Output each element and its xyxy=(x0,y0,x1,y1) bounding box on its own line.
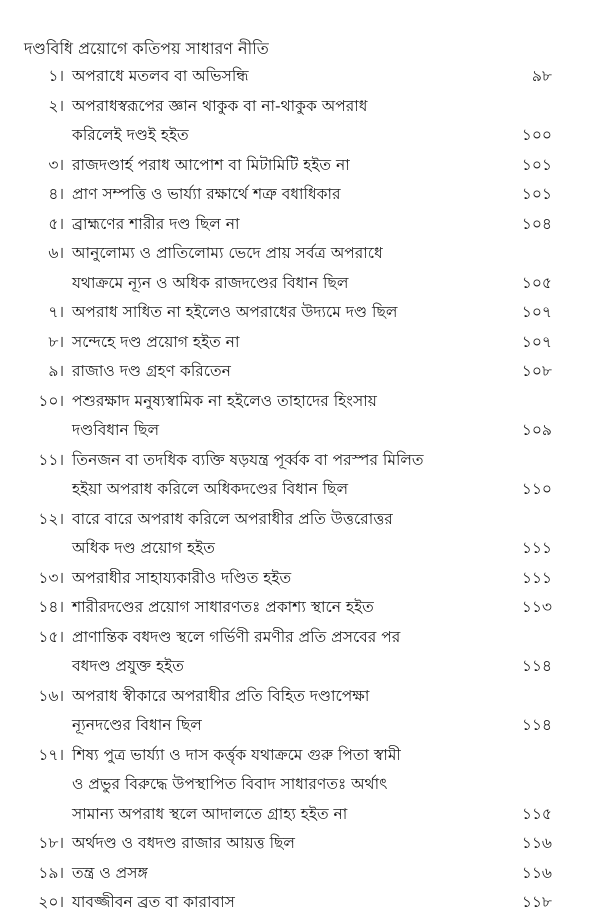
entry-title: আনুলোম্য ও প্রাতিলোম্য ভেদে প্রায় সর্বত্র অপরাধে xyxy=(72,244,383,262)
toc-entry-line xyxy=(0,741,600,769)
toc-entry-line xyxy=(0,62,600,90)
entry-number: ১৫। xyxy=(38,627,64,646)
entry-title: অধিক দণ্ড প্রয়োগ হইত xyxy=(72,539,215,557)
toc-entry-line xyxy=(0,770,600,798)
entry-page-number: ১১০ xyxy=(521,480,552,498)
entry-number: ৭। xyxy=(48,303,64,321)
entry-page-number: ১১৫ xyxy=(521,804,552,823)
entry-number: ৩। xyxy=(48,155,64,174)
entry-title: হইয়া অপরাধ করিলে অধিকদণ্ডের বিধান ছিল xyxy=(72,480,349,498)
entry-number: ১৪। xyxy=(38,598,64,616)
entry-title: প্রাণ সম্পত্তি ও ভার্য্যা রক্ষার্থে শত্রু বধাধিকার xyxy=(72,185,341,203)
entry-page-number: ১০১ xyxy=(521,155,552,174)
entry-title: দণ্ডবিধান ছিল xyxy=(72,421,160,439)
entry-page-number: ১১১ xyxy=(521,539,552,557)
entry-page-number: ১০১ xyxy=(521,185,552,203)
entry-number: ১৮। xyxy=(38,834,64,852)
entry-title: তিনজন বা তদধিক ব্যক্তি ষড়যন্ত্র পূর্ব্বক বা পরস্পর মিলিত xyxy=(72,450,424,469)
toc-entry-line xyxy=(0,328,600,356)
entry-title: অপরাধ সাধিত না হইলেও অপরাধের উদ্যমে দণ্ড ছিল xyxy=(72,303,398,321)
entry-title: রাজদণ্ডার্হ পরাধ আপোশ বা মিটামিটি হইত না xyxy=(72,155,350,174)
toc-entry-line xyxy=(0,800,600,828)
entry-number: ৬। xyxy=(48,244,64,262)
entry-number: ১৭। xyxy=(38,745,64,764)
entry-page-number: ১১৬ xyxy=(521,834,552,852)
entry-title: করিলেই দণ্ডই হইত xyxy=(72,126,189,144)
entry-title: পশুরক্ষাদ মনুষ্যস্বামিক না হইলেও তাহাদের হিংসায় xyxy=(72,391,377,410)
entry-title: সামান্য অপরাধ স্থলে আদালতে গ্রাহ্য হইত না xyxy=(72,804,348,823)
entry-number: ৮। xyxy=(48,332,64,351)
entry-number: ১০। xyxy=(38,391,64,410)
toc-entry-line xyxy=(0,534,600,562)
toc-entry-line xyxy=(0,416,600,444)
entry-number: ১১। xyxy=(38,450,64,469)
entry-title: সন্দেহে দণ্ড প্রয়োগ হইত না xyxy=(72,332,240,351)
toc-entry-line xyxy=(0,711,600,739)
entry-title: ন্যূনদণ্ডের বিধান ছিল xyxy=(72,716,202,734)
entry-title: অপরাধে মতলব বা অভিসন্ধি xyxy=(72,67,249,85)
toc-entry-line xyxy=(0,564,600,592)
entry-page-number: ১০৭ xyxy=(521,303,552,321)
toc-entry-line xyxy=(0,239,600,267)
toc-entry-line xyxy=(0,652,600,680)
entry-title: বধদণ্ড প্রযুক্ত হইত xyxy=(72,657,184,675)
entry-page-number: ১০৯ xyxy=(521,421,552,439)
toc-heading: দণ্ডবিধি প্রয়োগে কতিপয় সাধারণ নীতি xyxy=(24,39,269,58)
entry-number: ১৩। xyxy=(38,568,64,587)
entry-title: অপরাধীর সাহায্যকারীও দণ্ডিত হইত xyxy=(72,568,292,587)
entry-page-number: ৯৮ xyxy=(531,67,552,85)
entry-page-number: ১১৬ xyxy=(521,863,552,882)
toc-entry-line xyxy=(0,505,600,533)
toc-entry-line xyxy=(0,475,600,503)
entry-number: ১২। xyxy=(38,509,64,528)
entry-number: ৫। xyxy=(48,214,64,233)
entry-page-number: ১১৪ xyxy=(521,716,552,734)
entry-page-number: ১০৮ xyxy=(521,362,552,380)
toc-entry-line xyxy=(0,210,600,238)
entry-title: ও প্রভুর বিরুদ্ধে উপস্থাপিত বিবাদ সাধারণতঃ অর্থাৎ xyxy=(72,775,388,793)
entry-title: শারীরদণ্ডের প্রয়োগ সাধারণতঃ প্রকাশ্য স্থানে হইত xyxy=(72,598,374,616)
toc-entry-line xyxy=(0,888,600,916)
entry-page-number: ১০৫ xyxy=(521,273,552,292)
entry-page-number: ১০৪ xyxy=(521,214,552,233)
entry-page-number: ১১১ xyxy=(521,568,552,587)
toc-entry-line xyxy=(0,387,600,415)
entry-title: অপরাধ স্বীকারে অপরাধীর প্রতি বিহিত দণ্ডাপেক্ষা xyxy=(72,686,370,705)
entry-number: ১৬। xyxy=(38,686,64,705)
entry-page-number: ১০০ xyxy=(521,126,552,144)
entry-title: অপরাধস্বরূপের জ্ঞান থাকুক বা না-থাকুক অপরাধ xyxy=(72,96,368,115)
entry-title: যাবজ্জীবন ব্রত বা কারাবাস xyxy=(72,893,235,911)
entry-page-number: ১০৭ xyxy=(521,332,552,351)
entry-title: শিষ্য পুত্র ভার্য্যা ও দাস কর্ত্তৃক যথাক্রমে গুরু পিতা স্বামী xyxy=(72,745,401,764)
entry-title: রাজাও দণ্ড গ্রহণ করিতেন xyxy=(72,362,231,380)
entry-page-number: ১১৮ xyxy=(521,893,552,911)
toc-entry-line xyxy=(0,298,600,326)
toc-entry-line xyxy=(0,269,600,297)
entry-number: ১। xyxy=(48,67,64,85)
entry-page-number: ১১৪ xyxy=(521,657,552,675)
entry-page-number: ১১৩ xyxy=(521,598,552,616)
toc-entry-line xyxy=(0,446,600,474)
toc-entry-line xyxy=(0,623,600,651)
toc-entry-line xyxy=(0,859,600,887)
entry-number: ১৯। xyxy=(38,863,64,882)
toc-entry-line xyxy=(0,180,600,208)
entry-title: যথাক্রমে ন্যূন ও অধিক রাজদণ্ডের বিধান ছিল xyxy=(72,273,349,292)
toc-entry-line xyxy=(0,357,600,385)
entry-title: ব্রাহ্মণের শারীর দণ্ড ছিল না xyxy=(72,214,240,233)
entry-number: ৪। xyxy=(48,185,64,203)
entry-number: ৯। xyxy=(48,362,64,380)
entry-title: তন্ত্র ও প্রসঙ্গ xyxy=(72,863,148,882)
toc-entry-line xyxy=(0,151,600,179)
entry-title: বারে বারে অপরাধ করিলে অপরাধীর প্রতি উত্তরোত্তর xyxy=(72,509,393,528)
toc-entry-line xyxy=(0,92,600,120)
toc-entry-line xyxy=(0,829,600,857)
entry-title: অর্থদণ্ড ও বধদণ্ড রাজার আয়ত্ত ছিল xyxy=(72,834,295,852)
toc-entry-line xyxy=(0,593,600,621)
toc-entry-line xyxy=(0,682,600,710)
entry-title: প্রাণান্তিক বধদণ্ড স্থলে গর্ভিণী রমণীর প্রতি প্রসবের পর xyxy=(72,627,401,646)
entry-number: ২০। xyxy=(38,893,64,911)
entry-number: ২। xyxy=(48,96,64,115)
toc-entry-line xyxy=(0,121,600,149)
